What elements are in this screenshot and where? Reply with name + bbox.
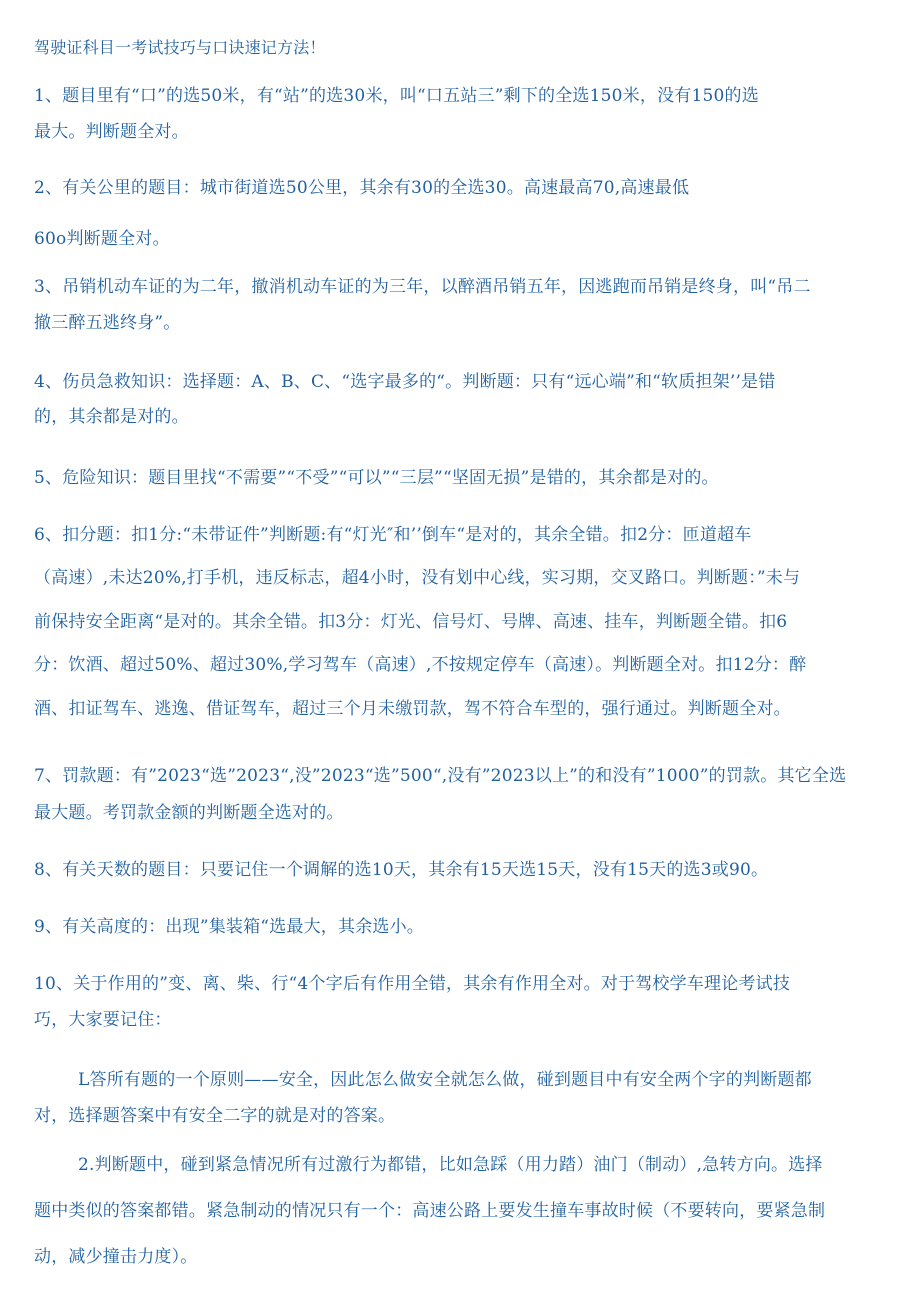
item-5-line-1: 5、危险知识：题目里找“不需要”“不受”“可以”“三层”“坚固无损”是错的，其余都是对的。 xyxy=(34,468,719,488)
item-10-line-1: 10、关于作用的”变、离、柴、行“4个字后有作用全错，其余有作用全对。对于驾校学车理论考试技 xyxy=(34,974,791,994)
tip-1-line-1: L答所有题的一个原则——安全，因此怎么做安全就怎么做，碰到题目中有安全两个字的判断题都 xyxy=(78,1070,812,1090)
item-2-line-1: 2、有关公里的题目：城市街道选50公里，其余有30的全选30。高速最高70,高速最低 xyxy=(34,178,690,198)
item-1-line-2: 最大。判断题全对。 xyxy=(34,122,189,142)
document-title: 驾驶证科目一考试技巧与口诀速记方法！ xyxy=(34,38,326,57)
tip-1-line-2: 对，选择题答案中有安全二字的就是对的答案。 xyxy=(34,1106,396,1126)
item-6-line-5: 酒、扣证驾车、逃逸、借证驾车，超过三个月未缴罚款，驾不符合车型的，强行通过。判断题全对。 xyxy=(34,699,791,719)
item-4-line-1: 4、伤员急救知识：选择题：A、B、C、“选字最多的“。判断题：只有“远心端”和“软质担架’’是错 xyxy=(34,372,776,392)
item-7-line-1: 7、罚款题：有”2023“选”2023“,没”2023“选”500“,没有”2023以上”的和没有”1000”的罚款。其它全选 xyxy=(34,766,847,786)
item-8-line-1: 8、有关天数的题目：只要记住一个调解的选10天，其余有15天选15天，没有15天的选3或90。 xyxy=(34,860,769,880)
item-3-line-2: 撤三醉五逃终身”。 xyxy=(34,313,181,333)
item-6-line-2: （高速）,未达20%,打手机，违反标志，超4小时，没有划中心线，实习期，交叉路口。判断题：”未与 xyxy=(34,568,801,588)
item-4-line-2: 的，其余都是对的。 xyxy=(34,407,189,427)
item-2-line-2: 60o判断题全对。 xyxy=(34,229,170,249)
item-6-line-1: 6、扣分题：扣1分:“未带证件”判断题:有“灯光″和’’倒车“是对的，其余全错。扣2分：匝道超车 xyxy=(34,525,752,545)
item-1-line-1: 1、题目里有“口”的选50米，有“站”的选30米，叫“口五站三”剩下的全选150米，没有150的选 xyxy=(34,86,759,106)
item-3-line-1: 3、吊销机动车证的为二年，撤消机动车证的为三年，以醉酒吊销五年，因逃跑而吊销是终身，叫“吊二 xyxy=(34,277,811,297)
item-7-line-2: 最大题。考罚款金额的判断题全选对的。 xyxy=(34,803,344,823)
tip-2-line-3: 动，减少撞击力度）。 xyxy=(34,1247,198,1267)
tip-2-line-1: 2.判断题中，碰到紧急情况所有过激行为都错，比如急踩（用力踏）油门（制动）,急转方向。选择 xyxy=(78,1155,823,1175)
item-10-line-2: 巧，大家要记住： xyxy=(34,1010,172,1030)
item-6-line-4: 分：饮酒、超过50%、超过30%,学习驾车（高速）,不按规定停车（高速）。判断题全对。扣12分：醉 xyxy=(34,655,807,675)
item-9-line-1: 9、有关高度的：出现”集装箱“选最大，其余选小。 xyxy=(34,917,424,937)
item-6-line-3: 前保持安全距离“是对的。其余全错。扣3分：灯光、信号灯、号牌、高速、挂车，判断题全错。扣6 xyxy=(34,612,788,632)
tip-2-line-2: 题中类似的答案都错。紧急制动的情况只有一个：高速公路上要发生撞车事故时候（不要转向，要紧急制 xyxy=(34,1201,826,1221)
